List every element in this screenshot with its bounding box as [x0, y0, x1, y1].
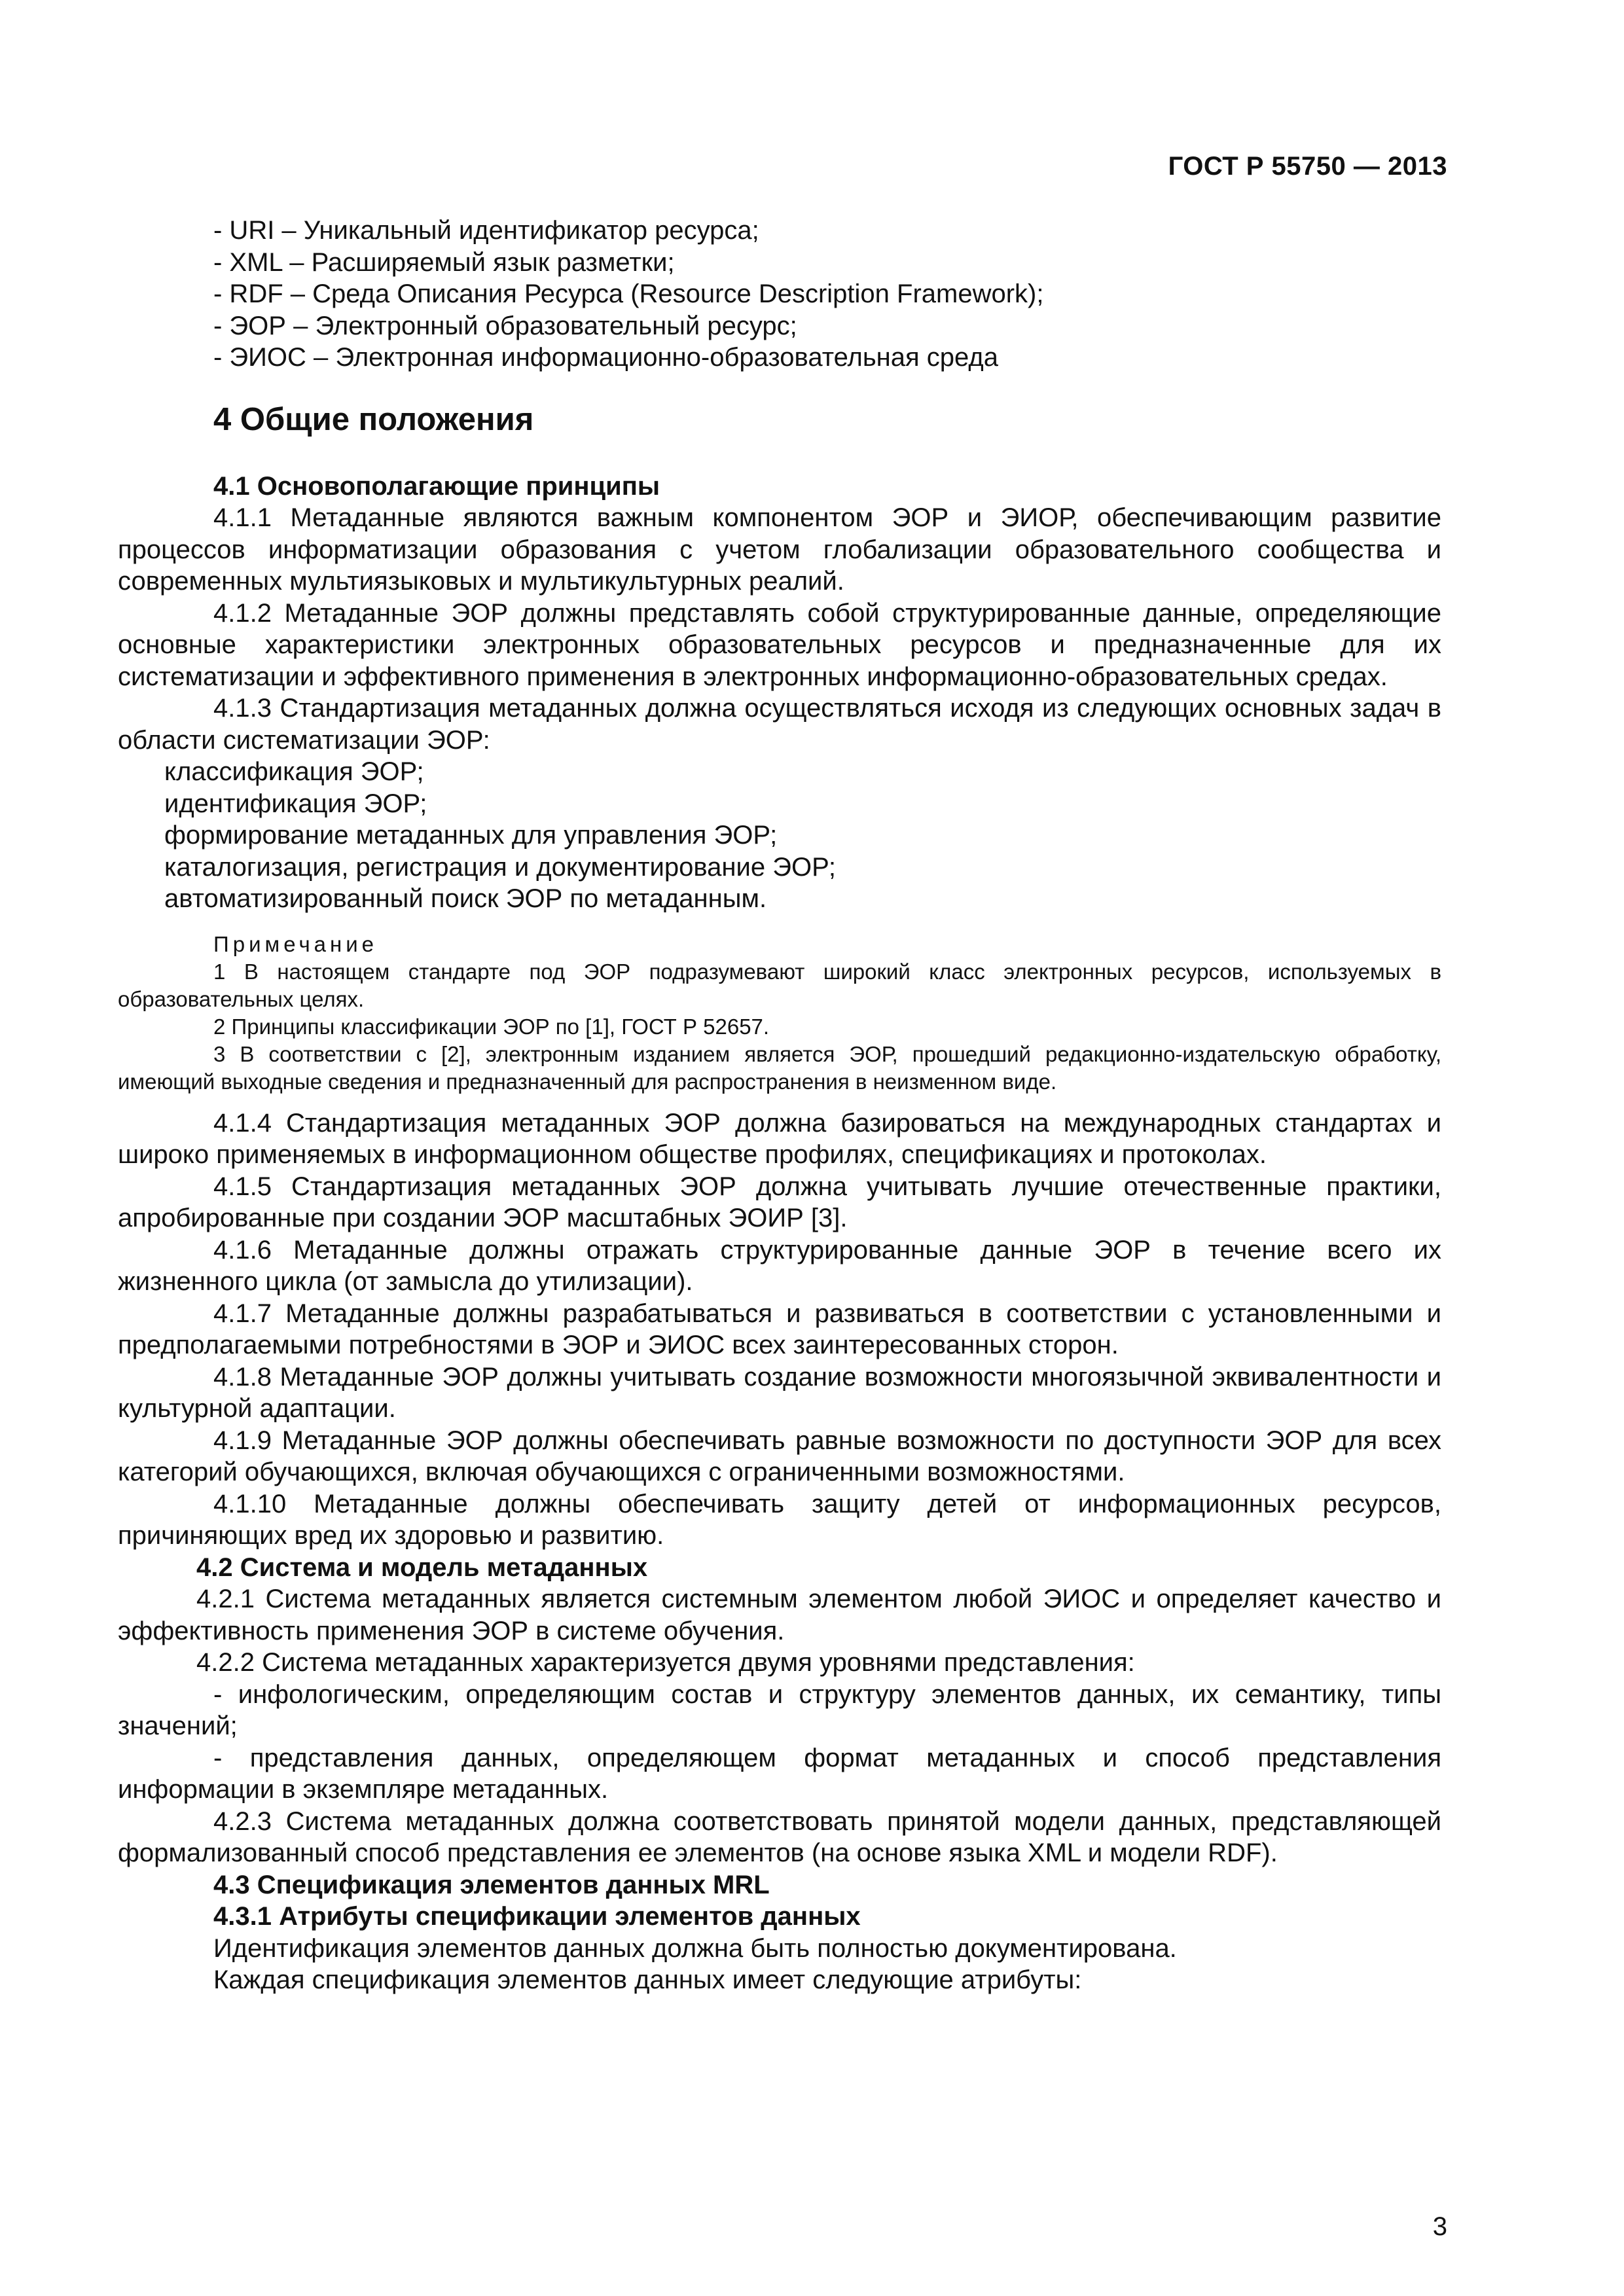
- abbreviation-item: - ЭОР – Электронный образовательный ресурс;: [213, 311, 797, 340]
- section-4-1-heading: 4.1 Основополагающие принципы: [213, 471, 660, 501]
- section-4-2-heading: 4.2 Система и модель метаданных: [196, 1552, 648, 1582]
- representation-level-2: - представления данных, определяющем формат метаданных и способ представления информации в экземпляре метаданных.: [118, 1743, 1441, 1804]
- task-item: формирование метаданных для управления ЭОР;: [164, 821, 778, 850]
- note-item: 2 Принципы классификации ЭОР по [1], ГОСТ Р 52657.: [213, 1014, 770, 1039]
- document-body: [118, 215, 1441, 1996]
- section-4-3-1-heading: 4.3.1 Атрибуты спецификации элементов данных: [213, 1902, 861, 1931]
- representation-level-1: - инфологическим, определяющим состав и структуру элементов данных, их семантику, типы значений;: [118, 1679, 1441, 1740]
- task-item: автоматизированный поиск ЭОР по метаданным.: [164, 884, 767, 913]
- paragraph-4-1-4: 4.1.4 Стандартизация метаданных ЭОР должна базироваться на международных стандартах и широко применяемых в информационном обществе профилях, спецификациях и протоколах.: [118, 1108, 1441, 1169]
- task-item: идентификация ЭОР;: [164, 789, 427, 818]
- note-item: 3 В соответствии с [2], электронным изданием является ЭОР, прошедший редакционно-издательскую обработку, имеющий выходные сведения и предназначенный для распространения в неизменном виде.: [118, 1041, 1441, 1094]
- paragraph-4-1-8: 4.1.8 Метаданные ЭОР должны учитывать создание возможности многоязычной эквивалентности и культурной адаптации.: [118, 1362, 1441, 1423]
- task-item: каталогизация, регистрация и документирование ЭОР;: [164, 852, 836, 882]
- section-4-3-heading: 4.3 Спецификация элементов данных MRL: [213, 1870, 770, 1899]
- document-header: ГОСТ Р 55750 — 2013: [1168, 152, 1447, 181]
- section-4-heading: 4 Общие положения: [213, 401, 534, 437]
- page-number: 3: [1432, 2212, 1447, 2241]
- paragraph-4-1-7: 4.1.7 Метаданные должны разрабатываться и развиваться в соответствии с установленными и предполагаемыми потребностями в ЭОР и ЭИОС всех заинтересованных сторон.: [118, 1299, 1441, 1359]
- abbreviation-item: - RDF – Среда Описания Ресурса (Resource Description Framework);: [213, 279, 1044, 308]
- paragraph-4-1-2: 4.1.2 Метаданные ЭОР должны представлять собой структурированные данные, определяющие основные характеристики электронных образовательных ресурсов и предназначенные для их систематизации и эффективного применения в электронных информационно-образовательных средах.: [118, 598, 1441, 691]
- paragraph-4-1-9: 4.1.9 Метаданные ЭОР должны обеспечивать равные возможности по доступности ЭОР для всех категорий обучающихся, включая обучающихся с ограниченными возможностями.: [118, 1426, 1441, 1486]
- paragraph-identification: Идентификация элементов данных должна быть полностью документирована.: [213, 1933, 1177, 1963]
- paragraph-4-2-3: 4.2.3 Система метаданных должна соответствовать принятой модели данных, представляющей формализованный способ представления ее элементов (на основе языка XML и модели RDF).: [118, 1806, 1441, 1867]
- note-title: Примечание: [213, 931, 378, 956]
- paragraph-4-1-3: 4.1.3 Стандартизация метаданных должна осуществляться исходя из следующих основных задач в области систематизации ЭОР:: [118, 694, 1441, 755]
- paragraph-4-1-5: 4.1.5 Стандартизация метаданных ЭОР должна учитывать лучшие отечественные практики, апробированные при создании ЭОР масштабных ЭОИР [3].: [118, 1172, 1441, 1232]
- task-item: классификация ЭОР;: [164, 757, 424, 786]
- paragraph-4-2-2: 4.2.2 Система метаданных характеризуется двумя уровнями представления:: [196, 1648, 1135, 1677]
- abbreviation-item: - URI – Уникальный идентификатор ресурса;: [213, 216, 759, 245]
- task-list: [164, 756, 1441, 915]
- paragraph-attributes: Каждая спецификация элементов данных имеет следующие атрибуты:: [213, 1965, 1082, 1994]
- paragraph-4-1-10: 4.1.10 Метаданные должны обеспечивать защиту детей от информационных ресурсов, причиняющих вред их здоровью и развитию.: [118, 1489, 1441, 1550]
- abbreviation-list: [213, 215, 1441, 374]
- abbreviation-item: - XML – Расширяемый язык разметки;: [213, 247, 675, 277]
- paragraph-4-2-1: 4.2.1 Система метаданных является системным элементом любой ЭИОС и определяет качество и эффективность применения ЭОР в системе обучения.: [118, 1585, 1441, 1645]
- note-block: [118, 931, 1441, 1096]
- abbreviation-item: - ЭИОС – Электронная информационно-образовательная среда: [213, 343, 998, 372]
- paragraph-4-1-6: 4.1.6 Метаданные должны отражать структурированные данные ЭОР в течение всего их жизненного цикла (от замысла до утилизации).: [118, 1235, 1441, 1296]
- paragraph-4-1-1: 4.1.1 Метаданные являются важным компонентом ЭОР и ЭИОР, обеспечивающим развитие процессов информатизации образования с учетом глобализации образовательного сообщества и современных мультиязыковых и мультикультурных реалий.: [118, 503, 1441, 596]
- note-item: 1 В настоящем стандарте под ЭОР подразумевают широкий класс электронных ресурсов, используемых в образовательных целях.: [118, 959, 1441, 1011]
